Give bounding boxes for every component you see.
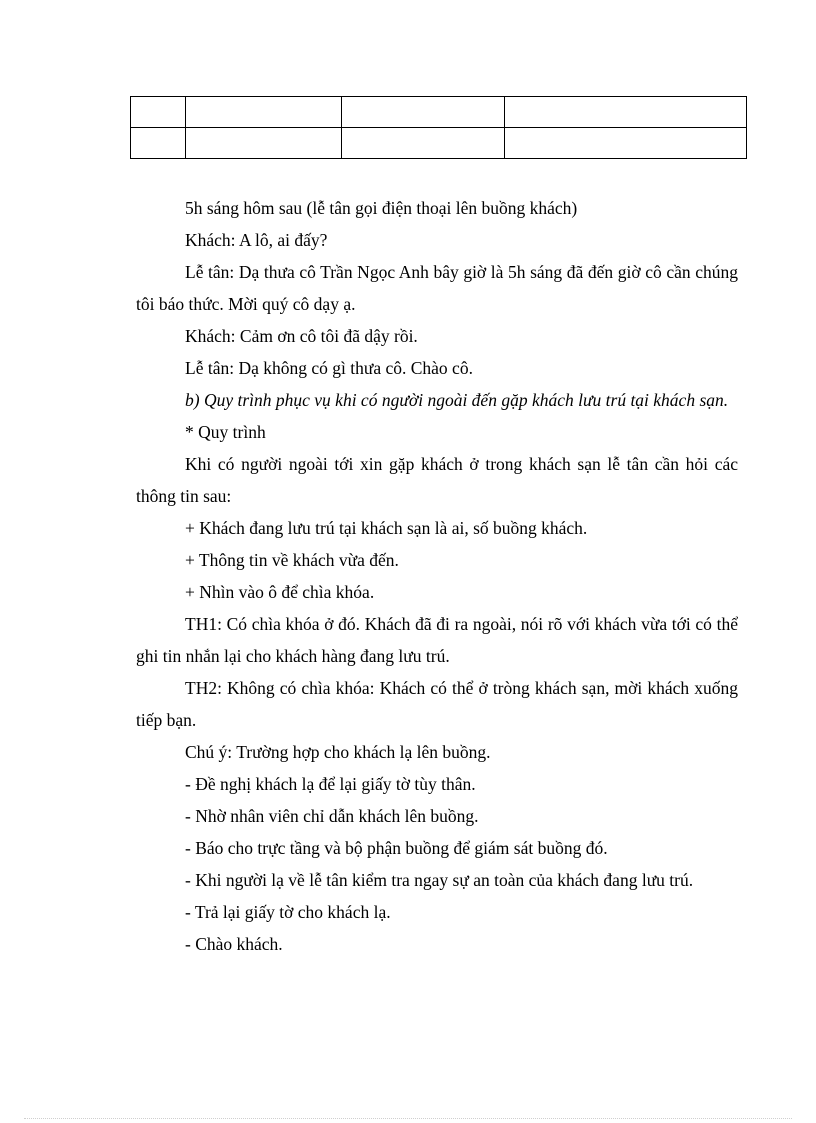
section-heading-visitor-procedure: b) Quy trình phục vụ khi có người ngoài đến gặp khách lưu trú tại khách sạn. [185, 390, 729, 410]
paragraph-case-1: TH1: Có chìa khóa ở đó. Khách đã đi ra ngoài, nói rõ với khách vừa tới có thể ghi tin nhắn lại cho khách hàng đang lưu trú. [136, 614, 738, 666]
list-item: - Nhờ nhân viên chỉ dẫn khách lên buồng. [185, 806, 479, 826]
table-cell [131, 128, 186, 159]
paragraph-wakeup-call: 5h sáng hôm sau (lễ tân gọi điện thoại lên buồng khách) [185, 198, 578, 218]
table-cell [342, 97, 505, 128]
paragraph-note: Chú ý: Trường hợp cho khách lạ lên buồng. [185, 742, 491, 762]
paragraph-guest-thanks: Khách: Cảm ơn cô tôi đã dậy rồi. [185, 326, 418, 346]
list-item: - Đề nghị khách lạ để lại giấy tờ tùy thân. [185, 774, 476, 794]
list-item: + Thông tin về khách vừa đến. [185, 550, 399, 570]
page-bottom-divider [24, 1118, 792, 1119]
body-text [136, 192, 738, 960]
list-item: + Khách đang lưu trú tại khách sạn là ai, số buồng khách. [185, 518, 588, 538]
empty-table [130, 96, 747, 159]
table-cell [186, 128, 342, 159]
list-item: + Nhìn vào ô để chìa khóa. [185, 582, 375, 602]
paragraph-procedure-intro: Khi có người ngoài tới xin gặp khách ở trong khách sạn lễ tân cần hỏi các thông tin sau: [136, 454, 738, 506]
paragraph-guest-hello: Khách: A lô, ai đấy? [185, 230, 328, 250]
table-row [131, 128, 747, 159]
list-item: - Khi người lạ về lễ tân kiểm tra ngay sự an toàn của khách đang lưu trú. [185, 870, 694, 890]
table-row [131, 97, 747, 128]
paragraph-reception-wakeup: Lễ tân: Dạ thưa cô Trần Ngọc Anh bây giờ là 5h sáng đã đến giờ cô cần chúng tôi báo thức. Mời quý cô dạy ạ. [136, 262, 738, 314]
table-cell [505, 128, 747, 159]
table-cell [342, 128, 505, 159]
list-item: - Chào khách. [185, 934, 283, 954]
paragraph-reception-goodbye: Lễ tân: Dạ không có gì thưa cô. Chào cô. [185, 358, 473, 378]
paragraph-case-2: TH2: Không có chìa khóa: Khách có thể ở tròng khách sạn, mời khách xuống tiếp bạn. [136, 678, 738, 730]
list-item: - Báo cho trực tầng và bộ phận buồng để giám sát buồng đó. [185, 838, 608, 858]
paragraph-procedure-label: * Quy trình [185, 422, 266, 442]
table-cell [505, 97, 747, 128]
table-cell [131, 97, 186, 128]
list-item: - Trả lại giấy tờ cho khách lạ. [185, 902, 391, 922]
table-cell [186, 97, 342, 128]
